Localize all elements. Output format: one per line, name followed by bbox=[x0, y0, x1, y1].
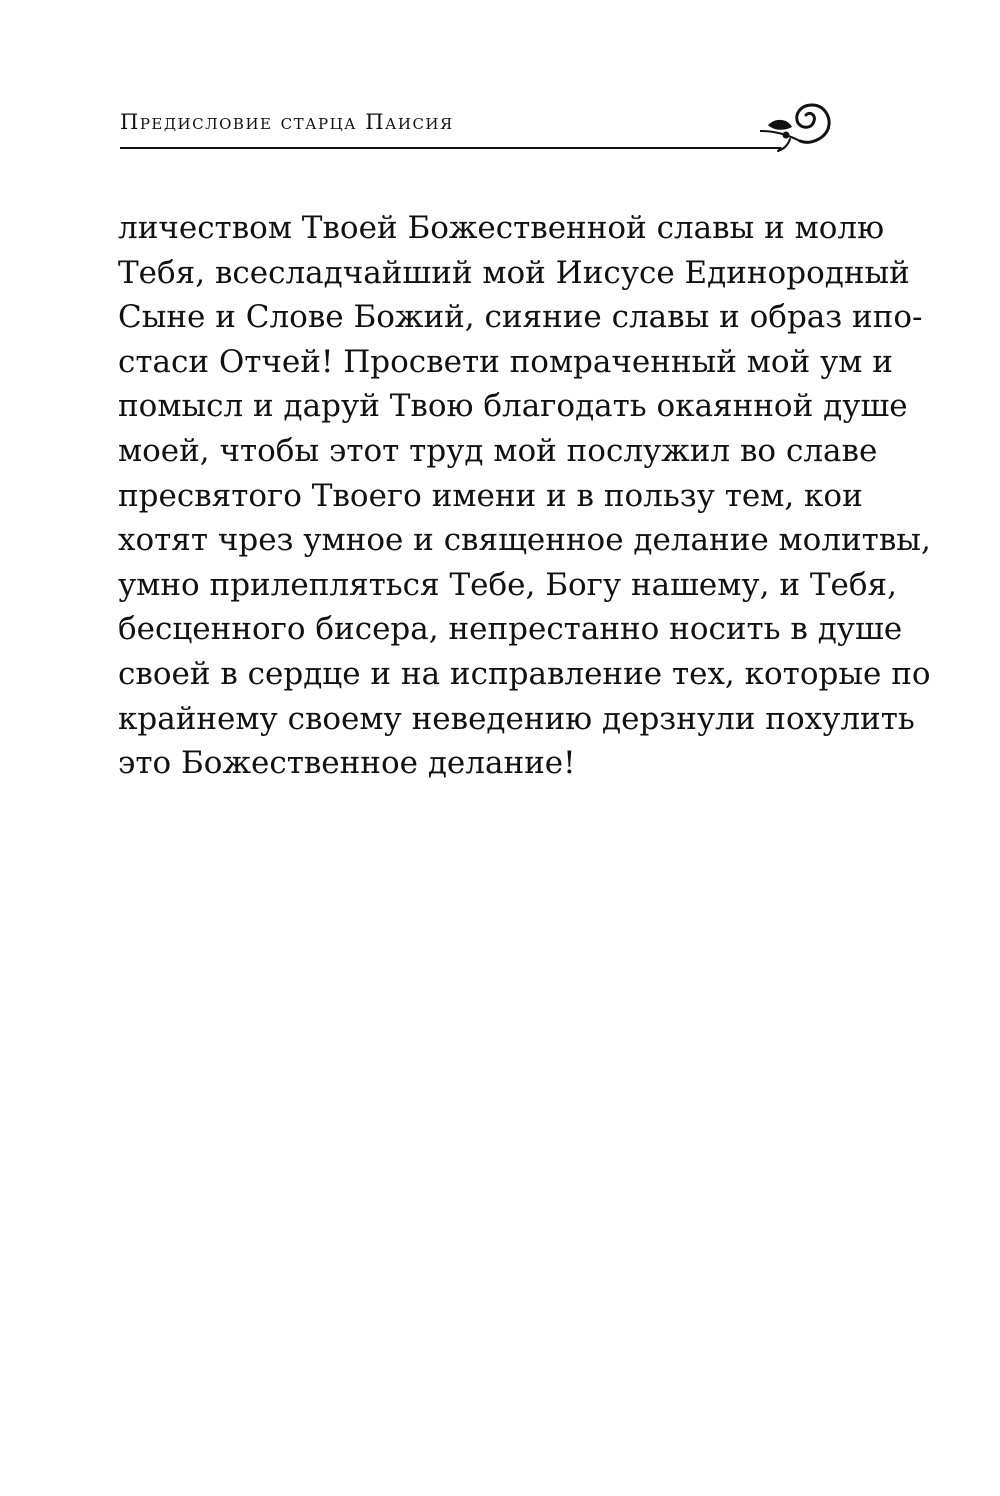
text-line: помысл и даруй Твою благодать окаянной душе bbox=[118, 388, 908, 425]
text-line: бесценного бисера, непрестанно носить в душе bbox=[118, 611, 903, 648]
text-line: Тебя, всесладчайший мой Иисусе Единородный bbox=[118, 254, 910, 291]
header-rule bbox=[120, 147, 780, 149]
text-line: Сыне и Слове Божий, сияние славы и образ ипо- bbox=[118, 299, 923, 336]
running-title: Предисловие старца Паисия bbox=[120, 110, 454, 134]
text-line: пресвятого Твоего имени и в пользу тем, кои bbox=[118, 477, 863, 514]
text-line: своей в сердце и на исправление тех, которые по bbox=[118, 655, 931, 692]
text-line: хотят чрез умное и священное делание молитвы, bbox=[118, 522, 931, 559]
body-text bbox=[118, 206, 931, 786]
running-header bbox=[118, 105, 838, 155]
flourish-ornament-icon bbox=[758, 99, 834, 155]
text-line: крайнему своему неведению дерзнули похулить bbox=[118, 700, 915, 737]
text-line: личеством Твоей Божественной славы и молю bbox=[118, 210, 885, 246]
text-line: умно прилепляться Тебе, Богу нашему, и Тебя, bbox=[118, 566, 897, 603]
text-line: стаси Отчей! Просвети помраченный мой ум и bbox=[118, 343, 893, 380]
text-line: это Божественное делание! bbox=[118, 745, 576, 782]
text-line: моей, чтобы этот труд мой послужил во славе bbox=[118, 432, 878, 469]
